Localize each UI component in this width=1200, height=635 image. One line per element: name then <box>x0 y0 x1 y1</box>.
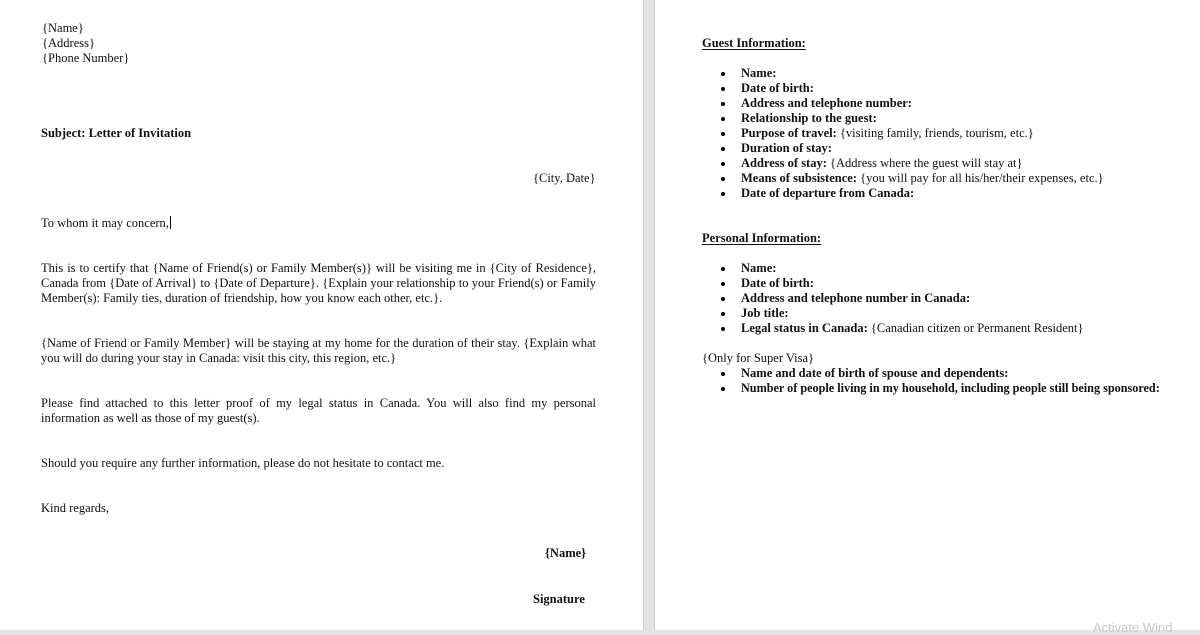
list-item: Address and telephone number in Canada: <box>655 291 1084 306</box>
closing: Kind regards, <box>41 501 110 515</box>
bullet-icon <box>721 372 725 376</box>
activation-watermark: Activate Wind <box>1093 620 1173 635</box>
list-item: Address and telephone number: <box>655 96 1104 111</box>
guest-info-title: Guest Information: <box>702 36 806 50</box>
sender-address: {Address} <box>42 36 95 50</box>
bullet-icon <box>721 132 725 136</box>
bullet-icon <box>721 267 725 271</box>
salutation <box>41 216 171 231</box>
list-item: Date of departure from Canada: <box>655 186 1104 201</box>
bullet-icon <box>721 117 725 121</box>
city-date: {City, Date} <box>533 171 596 185</box>
list-item: Legal status in Canada: {Canadian citizen or Permanent Resident} <box>655 321 1084 336</box>
bullet-icon <box>721 282 725 286</box>
paragraph-3: Please find attached to this letter proof of my legal status in Canada. You will also find my personal information as well as those of my guest(s). <box>41 396 596 425</box>
paragraph-4: Should you require any further information, please do not hesitate to contact me. <box>41 456 445 470</box>
sender-name: {Name} <box>42 21 84 35</box>
sender-phone: {Phone Number} <box>42 51 130 65</box>
bullet-icon <box>721 177 725 181</box>
bullet-icon <box>721 162 725 166</box>
list-item: Date of birth: <box>655 81 1104 96</box>
letter-subject: Subject: Letter of Invitation <box>41 126 192 140</box>
signature-label: Signature <box>533 592 585 606</box>
list-item: Duration of stay: <box>655 141 1104 156</box>
bullet-icon <box>721 72 725 76</box>
list-item: Purpose of travel: {visiting family, friends, tourism, etc.} <box>655 126 1104 141</box>
bullet-icon <box>721 327 725 331</box>
list-item: Date of birth: <box>655 276 1084 291</box>
list-item: Name: <box>655 66 1104 81</box>
list-item: Job title: <box>655 306 1084 321</box>
list-item: Name and date of birth of spouse and dependents: <box>655 366 1160 381</box>
salutation-text: To whom it may concern, <box>41 216 169 230</box>
bullet-icon <box>721 87 725 91</box>
page-gap <box>643 0 655 630</box>
bullet-icon <box>721 312 725 316</box>
super-visa-title: {Only for Super Visa} <box>702 351 815 365</box>
bullet-icon <box>721 102 725 106</box>
personal-info-title: Personal Information: <box>702 231 822 245</box>
paragraph-2: {Name of Friend or Family Member} will be staying at my home for the duration of their stay. {Explain what you will do during your stay in Canada: visit this city, this region, etc.} <box>41 336 596 365</box>
list-item: Means of subsistence: {you will pay for all his/her/their expenses, etc.} <box>655 171 1104 186</box>
personal-info-list <box>655 261 1084 336</box>
bullet-icon <box>721 192 725 196</box>
bullet-icon <box>721 297 725 301</box>
sign-name: {Name} <box>545 546 587 560</box>
bullet-icon <box>721 387 725 391</box>
list-item: Number of people living in my household, including people still being sponsored: <box>655 381 1160 396</box>
list-item: Relationship to the guest: <box>655 111 1104 126</box>
info-page[interactable] <box>655 0 1200 630</box>
super-visa-list <box>655 366 1160 396</box>
list-item: Address of stay: {Address where the guest will stay at} <box>655 156 1104 171</box>
bullet-icon <box>721 147 725 151</box>
list-item: Name: <box>655 261 1084 276</box>
guest-info-list <box>655 66 1104 201</box>
paragraph-1: This is to certify that {Name of Friend(s) or Family Member(s)} will be visiting me in {City of Residence}, Canada from {Date of Arrival} to {Date of Departure}. {Explain your relationship to your Friend(s) or Family Member(s): Family ties, duration of friendship, how you know each other, etc.}. <box>41 261 596 305</box>
text-cursor <box>170 216 171 229</box>
